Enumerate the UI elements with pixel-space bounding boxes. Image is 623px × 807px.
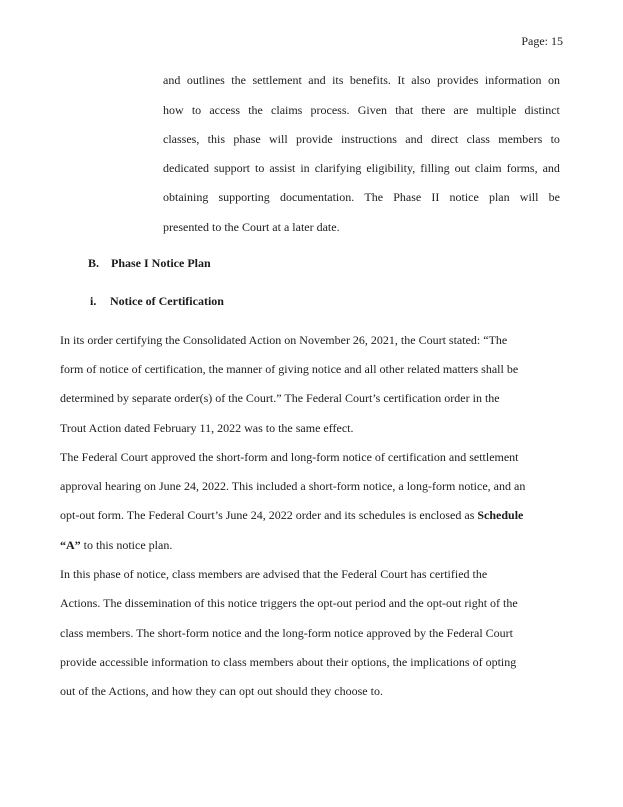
text-line: obtaining supporting documentation. The Phase II notice plan will be [163,190,560,205]
indented-paragraph [163,66,560,242]
text-line: and outlines the settlement and its benefits. It also provides information on [163,73,560,88]
document-body [60,326,563,707]
text-line: approval hearing on June 24, 2022. This included a short-form notice, a long-form notice, and an [60,479,526,494]
body-paragraph-approved-notices [60,443,563,560]
text-line: In its order certifying the Consolidated Action on November 26, 2021, the Court stated: “The [60,332,508,347]
text-line: determined by separate order(s) of the Court.” The Federal Court’s certification order in the [60,391,500,406]
section-heading-title: Phase I Notice Plan [111,256,211,271]
text-line: The Federal Court approved the short-form and long-form notice of certification and settlement [60,449,519,464]
page-number: Page: 15 [521,34,563,48]
text-line: In this phase of notice, class members are advised that the Federal Court has certified the [60,567,488,582]
text-line: presented to the Court at a later date. [163,219,340,234]
body-paragraph-phase-description [60,560,563,706]
subsection-heading-number: i. [90,294,97,309]
text-line: class members. The short-form notice and the long-form notice approved by the Federal Court [60,625,513,640]
subsection-heading [90,287,563,316]
text-line: provide accessible information to class members about their options, the implications of opting [60,654,517,669]
text-line: out of the Actions, and how they can opt out should they choose to. [60,684,383,699]
text-line: dedicated support to assist in clarifying eligibility, filling out claim forms, and [163,161,560,176]
section-heading-number: B. [88,256,100,271]
text-line: “A” to this notice plan. [60,537,173,552]
text-line: form of notice of certification, the manner of giving notice and all other related matters shall be [60,361,519,376]
text-line: opt-out form. The Federal Court’s June 24, 2022 order and its schedules is enclosed as Schedule [60,508,524,523]
subsection-heading-title: Notice of Certification [110,294,224,309]
text-line: Actions. The dissemination of this notice triggers the opt-out period and the opt-out right of the [60,596,518,611]
section-heading [88,249,563,278]
body-paragraph-certification-order [60,326,563,443]
text-line: how to access the claims process. Given that there are multiple distinct [163,102,560,117]
text-line: classes, this phase will provide instructions and direct class members to [163,131,560,146]
text-line: Trout Action dated February 11, 2022 was to the same effect. [60,420,354,435]
